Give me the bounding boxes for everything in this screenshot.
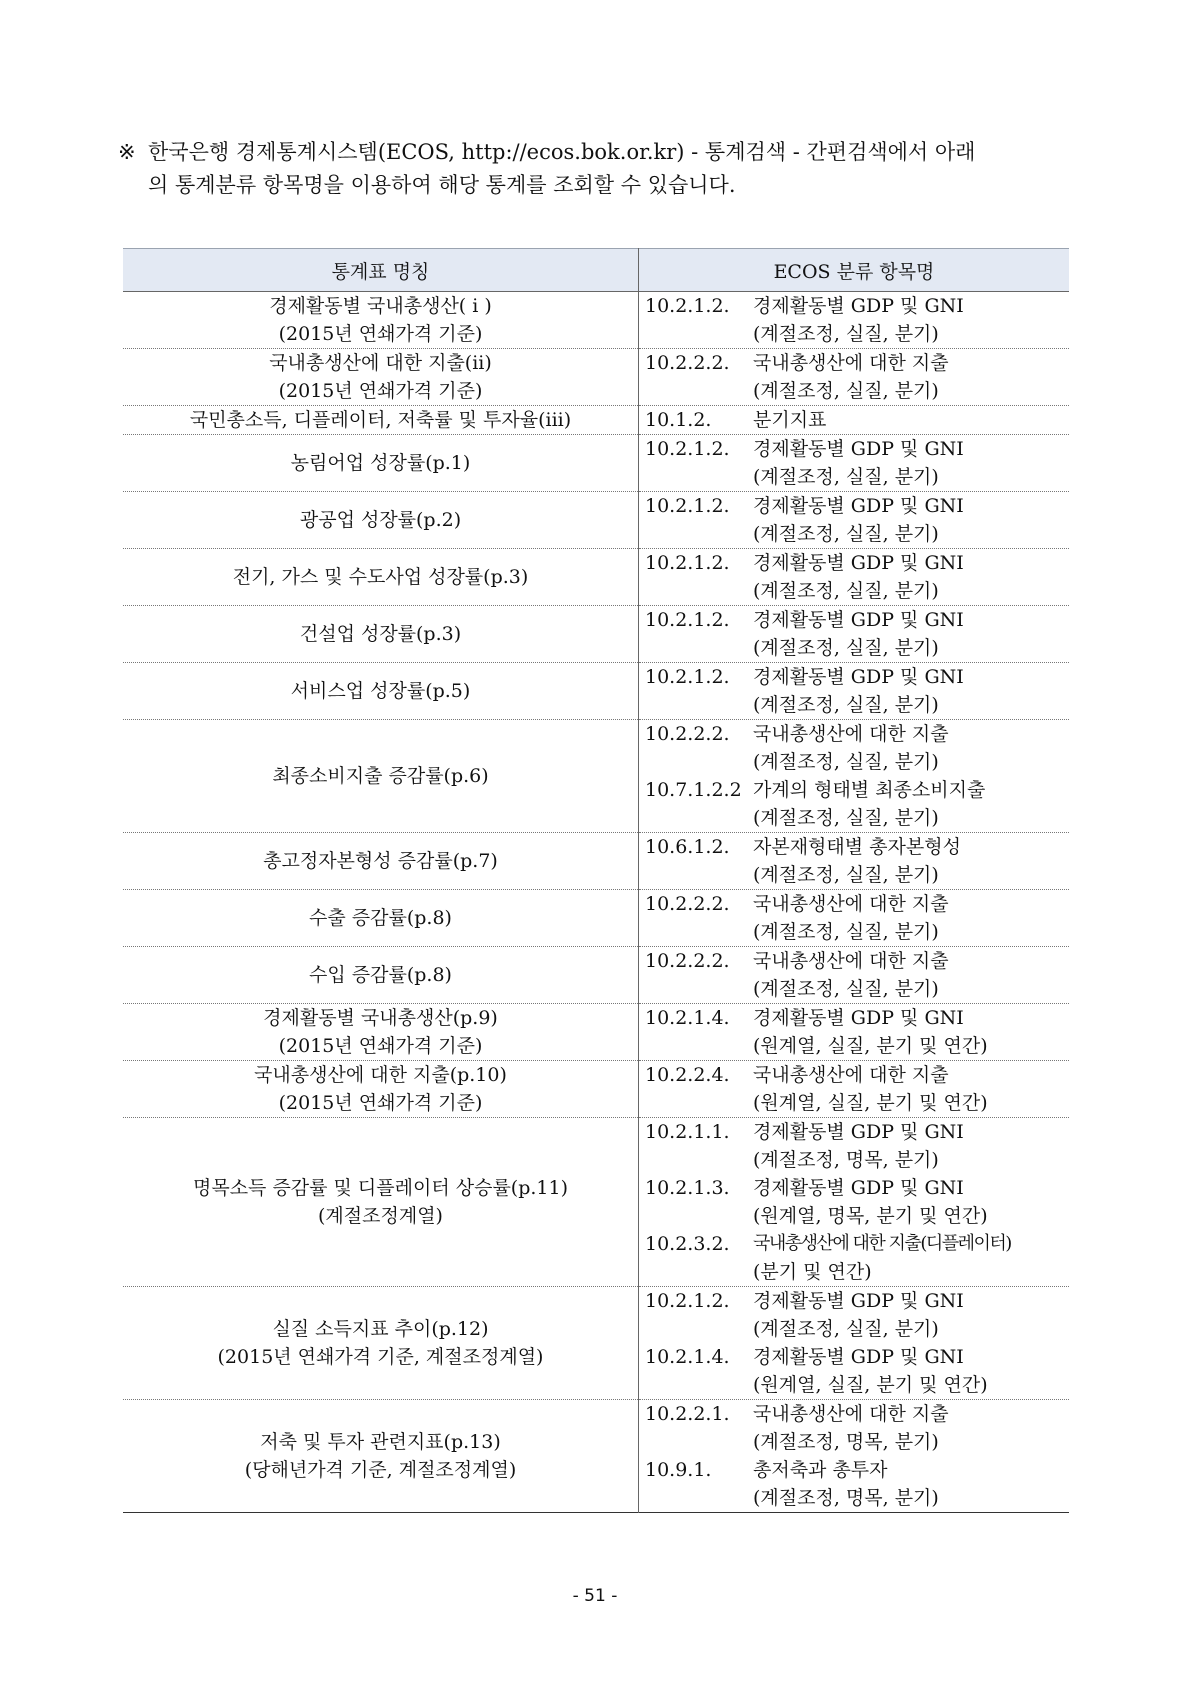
ecos-item-line: 국내총생산에 대한 지출 [753, 893, 949, 915]
ecos-code: 10.9.1. [645, 1459, 712, 1481]
table-row [123, 720, 1069, 833]
table-name-line: (계절조정계열) [318, 1205, 443, 1227]
ecos-item-line: (계절조정, 실질, 분기) [753, 380, 939, 402]
ecos-classification [639, 292, 1070, 349]
ecos-classification [639, 435, 1070, 492]
ecos-item-line: 경제활동별 GDP 및 GNI [753, 295, 964, 317]
ecos-entry [639, 1174, 1069, 1230]
ecos-item-line: 국내총생산에 대한 지출(디플레이터) [753, 1233, 1011, 1254]
table-name-line: 저축 및 투자 관련지표(p.13) [260, 1431, 501, 1453]
ecos-item-name [753, 406, 1069, 434]
statistics-table-name [123, 1287, 639, 1400]
ecos-item-name [753, 890, 1069, 946]
ecos-item-line: 국내총생산에 대한 지출 [753, 723, 949, 745]
table-row [123, 492, 1069, 549]
ecos-code: 10.2.2.1. [645, 1403, 730, 1425]
ecos-code: 10.7.1.2.2 [645, 779, 742, 801]
ecos-item-line: (계절조정, 명목, 분기) [753, 1487, 939, 1509]
statistics-table-name [123, 435, 639, 492]
ecos-item-line: 경제활동별 GDP 및 GNI [753, 1290, 964, 1312]
ecos-classification [639, 492, 1070, 549]
table-row [123, 435, 1069, 492]
ecos-classification [639, 1004, 1070, 1061]
ecos-classification [639, 349, 1070, 406]
ecos-code: 10.2.1.2. [645, 495, 730, 517]
ecos-entry [639, 1343, 1069, 1399]
header-ecos-item: ECOS 분류 항목명 [639, 249, 1070, 292]
ecos-item-line: 경제활동별 GDP 및 GNI [753, 1346, 964, 1368]
ecos-code: 10.2.1.4. [645, 1007, 730, 1029]
table-name-line: 경제활동별 국내총생산( i ) [269, 295, 492, 317]
ecos-item-line: (원계열, 실질, 분기 및 연간) [753, 1035, 988, 1057]
ecos-item-line: 총저축과 총투자 [753, 1459, 888, 1481]
table-row [123, 1287, 1069, 1400]
table-name-line: 경제활동별 국내총생산(p.9) [263, 1007, 498, 1029]
table-name-line: 전기, 가스 및 수도사업 성장률(p.3) [232, 566, 529, 588]
table-name-line: 실질 소득지표 추이(p.12) [272, 1318, 489, 1340]
statistics-table-name [123, 549, 639, 606]
table-name-line: (2015년 연쇄가격 기준) [278, 1035, 483, 1057]
table-row [123, 1118, 1069, 1287]
table-name-line: (당해년가격 기준, 계절조정계열) [244, 1459, 517, 1481]
ecos-item-line: 경제활동별 GDP 및 GNI [753, 666, 964, 688]
ecos-entry [639, 549, 1069, 605]
table-row [123, 549, 1069, 606]
ecos-code: 10.1.2. [645, 409, 712, 431]
ecos-item-line: (원계열, 실질, 분기 및 연간) [753, 1374, 988, 1396]
ecos-item-name [753, 1118, 1069, 1174]
ecos-item-name [753, 1400, 1069, 1456]
ecos-item-line: (계절조정, 실질, 분기) [753, 978, 939, 1000]
ecos-classification [639, 606, 1070, 663]
ecos-item-name [753, 1061, 1069, 1117]
ecos-item-line: (분기 및 연간) [753, 1261, 872, 1283]
page-number: - 51 - [572, 1586, 618, 1606]
ecos-classification [639, 833, 1070, 890]
table-row [123, 606, 1069, 663]
ecos-item-line: (원계열, 명목, 분기 및 연간) [753, 1205, 988, 1227]
ecos-code: 10.2.2.4. [645, 1064, 730, 1086]
ecos-item-line: (계절조정, 실질, 분기) [753, 466, 939, 488]
table-row [123, 292, 1069, 349]
ecos-code: 10.2.2.2. [645, 893, 730, 915]
ecos-item-name [753, 549, 1069, 605]
statistics-table-name [123, 1004, 639, 1061]
ecos-entry [639, 833, 1069, 889]
ecos-item-name [753, 947, 1069, 1003]
header-table-name: 통계표 명칭 [123, 249, 639, 292]
table-name-line: 광공업 성장률(p.2) [299, 509, 462, 531]
ecos-entry [639, 292, 1069, 348]
ecos-item-line: 국내총생산에 대한 지출 [753, 1064, 949, 1086]
ecos-item-line: 경제활동별 GDP 및 GNI [753, 495, 964, 517]
ecos-item-line: (계절조정, 실질, 분기) [753, 580, 939, 602]
ecos-entry [639, 1004, 1069, 1060]
ecos-entry [639, 720, 1069, 776]
ecos-item-line: 국내총생산에 대한 지출 [753, 352, 949, 374]
ecos-item-name [753, 1343, 1069, 1399]
ecos-item-name [753, 720, 1069, 776]
statistics-table-name [123, 1400, 639, 1513]
ecos-item-name [753, 292, 1069, 348]
table-row [123, 1061, 1069, 1118]
reference-mark-icon: ※ [118, 140, 136, 164]
table-name-line: (2015년 연쇄가격 기준, 계절조정계열) [217, 1346, 544, 1368]
ecos-item-name [753, 1174, 1069, 1230]
ecos-item-name [753, 606, 1069, 662]
ecos-item-line: (계절조정, 실질, 분기) [753, 921, 939, 943]
ecos-classification [639, 549, 1070, 606]
table-row [123, 1004, 1069, 1061]
ecos-entry [639, 890, 1069, 946]
table-name-line: 수입 증감률(p.8) [309, 964, 452, 986]
ecos-entry [639, 1061, 1069, 1117]
table-row [123, 833, 1069, 890]
table-name-line: 국민총소득, 디플레이터, 저축률 및 투자율(iii) [189, 409, 572, 431]
ecos-item-line: 국내총생산에 대한 지출 [753, 1403, 949, 1425]
statistics-table-name [123, 492, 639, 549]
ecos-item-name [753, 349, 1069, 405]
ecos-entry [639, 349, 1069, 405]
table-name-line: (2015년 연쇄가격 기준) [278, 380, 483, 402]
ecos-item-line: (원계열, 실질, 분기 및 연간) [753, 1092, 988, 1114]
table-name-line: 총고정자본형성 증감률(p.7) [263, 850, 498, 872]
table-name-line: 명목소득 증감률 및 디플레이터 상승률(p.11) [192, 1177, 569, 1199]
table-body [123, 292, 1069, 1513]
ecos-code: 10.2.1.2. [645, 295, 730, 317]
ecos-item-line: 경제활동별 GDP 및 GNI [753, 1177, 964, 1199]
ecos-entry [639, 606, 1069, 662]
ecos-item-line: 국내총생산에 대한 지출 [753, 950, 949, 972]
statistics-table-name [123, 349, 639, 406]
ecos-item-line: 경제활동별 GDP 및 GNI [753, 609, 964, 631]
ecos-code: 10.2.1.2. [645, 1290, 730, 1312]
ecos-code: 10.2.2.2. [645, 352, 730, 374]
ecos-item-name [753, 1287, 1069, 1343]
ecos-entry [639, 1230, 1069, 1286]
ecos-item-name [753, 1230, 1069, 1286]
table-row [123, 890, 1069, 947]
table-name-line: 농림어업 성장률(p.1) [290, 452, 471, 474]
ecos-item-name [753, 435, 1069, 491]
ecos-code: 10.2.1.1. [645, 1121, 730, 1143]
statistics-table-name [123, 890, 639, 947]
ecos-entry [639, 1456, 1069, 1512]
ecos-item-name [753, 492, 1069, 548]
ecos-item-line: 경제활동별 GDP 및 GNI [753, 552, 964, 574]
ecos-item-name [753, 776, 1069, 832]
statistics-table-name [123, 292, 639, 349]
ecos-classification [639, 947, 1070, 1004]
ecos-entry [639, 776, 1069, 832]
table-name-line: 국내총생산에 대한 지출(ii) [269, 352, 492, 374]
ecos-entry [639, 492, 1069, 548]
table-name-line: (2015년 연쇄가격 기준) [278, 1092, 483, 1114]
table-name-line: 최종소비지출 증감률(p.6) [272, 765, 489, 787]
ecos-code: 10.6.1.2. [645, 836, 730, 858]
ecos-classification [639, 663, 1070, 720]
ecos-classification [639, 406, 1070, 435]
statistics-table-name [123, 947, 639, 1004]
ecos-item-line: 경제활동별 GDP 및 GNI [753, 438, 964, 460]
table-row [123, 406, 1069, 435]
ecos-item-line: 자본재형태별 총자본형성 [753, 836, 961, 858]
ecos-classification [639, 1400, 1070, 1513]
ecos-classification [639, 1287, 1070, 1400]
table-row [123, 1400, 1069, 1513]
ecos-entry [639, 435, 1069, 491]
ecos-item-line: (계절조정, 실질, 분기) [753, 637, 939, 659]
statistics-table-name [123, 663, 639, 720]
ecos-entry [639, 947, 1069, 1003]
ecos-item-line: (계절조정, 실질, 분기) [753, 751, 939, 773]
ecos-item-line: 경제활동별 GDP 및 GNI [753, 1121, 964, 1143]
ecos-item-line: (계절조정, 실질, 분기) [753, 323, 939, 345]
ecos-code: 10.2.1.2. [645, 438, 730, 460]
statistics-table-name [123, 1118, 639, 1287]
ecos-code: 10.2.1.2. [645, 552, 730, 574]
table-row [123, 947, 1069, 1004]
table-name-line: (2015년 연쇄가격 기준) [278, 323, 483, 345]
ecos-entry [639, 1118, 1069, 1174]
ecos-entry [639, 1400, 1069, 1456]
table-name-line: 수출 증감률(p.8) [309, 907, 452, 929]
ecos-code: 10.2.1.4. [645, 1346, 730, 1368]
table-name-line: 서비스업 성장률(p.5) [290, 680, 471, 702]
ecos-classification [639, 1061, 1070, 1118]
statistics-table-name [123, 720, 639, 833]
ecos-item-line: (계절조정, 실질, 분기) [753, 864, 939, 886]
ecos-entry [639, 1287, 1069, 1343]
ecos-item-name [753, 1004, 1069, 1060]
table-row [123, 663, 1069, 720]
ecos-item-line: 가계의 형태별 최종소비지출 [753, 779, 986, 801]
ecos-item-name [753, 1456, 1069, 1512]
ecos-code: 10.2.1.2. [645, 666, 730, 688]
note-line-1: ※ 한국은행 경제통계시스템(ECOS, http://ecos.bok.or.kr) - 통계검색 - 간편검색에서 아래 [118, 136, 1078, 169]
ecos-code: 10.2.2.2. [645, 723, 730, 745]
note-line-2: 의 통계분류 항목명을 이용하여 해당 통계를 조회할 수 있습니다. [148, 173, 736, 197]
ecos-item-name [753, 663, 1069, 719]
statistics-table-name [123, 606, 639, 663]
table-name-line: 국내총생산에 대한 지출(p.10) [254, 1064, 507, 1086]
table-name-line: 건설업 성장률(p.3) [299, 623, 462, 645]
ecos-item-line: 경제활동별 GDP 및 GNI [753, 1007, 964, 1029]
ecos-item-name [753, 833, 1069, 889]
ecos-entry [639, 663, 1069, 719]
ecos-code: 10.2.3.2. [645, 1233, 730, 1255]
ecos-classification [639, 1118, 1070, 1287]
ecos-entry [639, 406, 1069, 434]
ecos-item-line: (계절조정, 실질, 분기) [753, 1318, 939, 1340]
ecos-note [118, 136, 1078, 202]
statistics-table-name [123, 406, 639, 435]
ecos-item-line: (계절조정, 실질, 분기) [753, 523, 939, 545]
ecos-classification [639, 890, 1070, 947]
ecos-item-line: 분기지표 [753, 409, 827, 431]
ecos-item-line: (계절조정, 명목, 분기) [753, 1149, 939, 1171]
ecos-code: 10.2.2.2. [645, 950, 730, 972]
statistics-table-name [123, 1061, 639, 1118]
ecos-code: 10.2.1.3. [645, 1177, 730, 1199]
ecos-item-line: (계절조정, 명목, 분기) [753, 1431, 939, 1453]
statistics-table-name [123, 833, 639, 890]
ecos-mapping-table [123, 248, 1069, 1513]
table-row [123, 349, 1069, 406]
ecos-classification [639, 720, 1070, 833]
ecos-item-line: (계절조정, 실질, 분기) [753, 694, 939, 716]
ecos-code: 10.2.1.2. [645, 609, 730, 631]
table-header-row [123, 249, 1069, 292]
ecos-item-line: (계절조정, 실질, 분기) [753, 807, 939, 829]
